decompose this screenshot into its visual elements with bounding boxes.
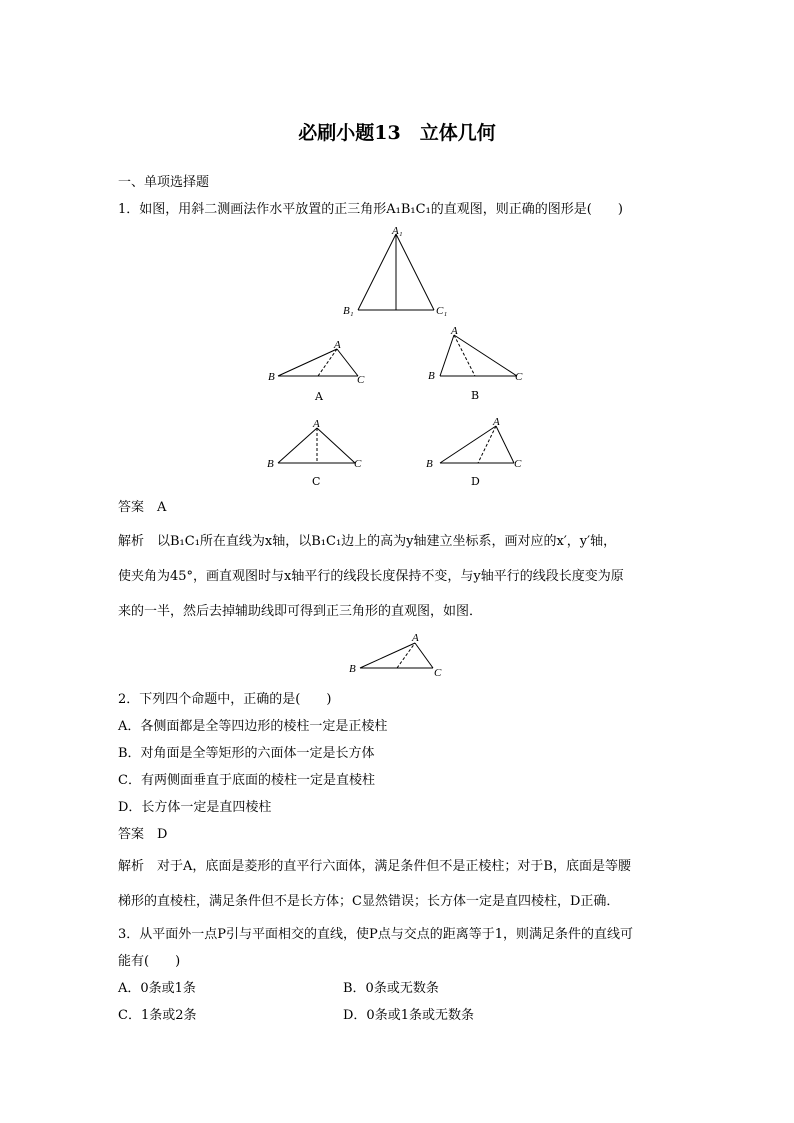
label-b: B	[268, 371, 275, 383]
q2-answer: 答案 D	[118, 827, 168, 842]
label-c1: C₁	[436, 305, 448, 317]
label-b1: B₁	[343, 305, 354, 317]
q2-explanation-line1: 解析 对于A，底面是菱形的直平行六面体，满足条件但不是正棱柱；对于B，底面是等腰	[118, 859, 631, 874]
figure-option-d	[420, 416, 532, 470]
q3-option-a: A．0条或1条	[118, 981, 196, 996]
triangle-edge	[496, 426, 514, 463]
triangle-edge	[440, 335, 454, 376]
q2-option-a: A．各侧面都是全等四边形的棱柱一定是正棱柱	[118, 719, 388, 734]
figure-option-c	[262, 416, 372, 470]
label-a: A	[493, 416, 500, 428]
caption-option-a: A	[315, 390, 323, 403]
q1-explanation-line3: 来的一半，然后去掉辅助线即可得到正三角形的直观图，如图．	[118, 604, 483, 619]
q1-stem: 1．如图，用斜二测画法作水平放置的正三角形A₁B₁C₁的直观图，则正确的图形是( )	[118, 202, 623, 217]
triangle-edge	[360, 643, 415, 668]
label-c: C	[354, 458, 362, 470]
label-c: C	[514, 458, 522, 470]
figure-option-b	[424, 322, 534, 384]
triangle-edge	[337, 349, 358, 376]
q3-option-b: B．0条或无数条	[343, 981, 439, 996]
caption-option-b: B	[471, 389, 480, 402]
label-c: C	[434, 667, 442, 679]
figure-equilateral-triangle	[340, 224, 460, 320]
q3-option-c: C．1条或2条	[118, 1008, 197, 1023]
label-b: B	[349, 663, 356, 675]
section-heading: 一、单项选择题	[118, 175, 210, 190]
triangle-edge	[358, 234, 396, 310]
label-b: B	[426, 458, 433, 470]
dashed-line	[454, 335, 475, 376]
caption-option-d: D	[471, 475, 480, 488]
q2-stem: 2．下列四个命题中，正确的是( )	[118, 692, 332, 707]
triangle-edge	[454, 335, 517, 376]
q3-option-d: D．0条或1条或无数条	[343, 1008, 474, 1023]
label-c: C	[515, 371, 523, 383]
triangle-edge	[396, 234, 434, 310]
figure-explanation-triangle	[340, 628, 450, 680]
label-a: A	[412, 632, 419, 644]
label-a: A	[451, 325, 458, 337]
label-a1: A₁	[392, 225, 403, 237]
q1-answer: 答案 A	[118, 500, 167, 515]
figure-option-a	[262, 336, 372, 386]
q2-option-c: C．有两侧面垂直于底面的棱柱一定是直棱柱	[118, 773, 375, 788]
triangle-edge	[278, 349, 337, 376]
page-title: 必刷小题13 立体几何	[298, 122, 496, 144]
label-b: B	[267, 458, 274, 470]
triangle-edge	[317, 428, 355, 463]
label-a: A	[334, 339, 341, 351]
q2-option-b: B．对角面是全等矩形的六面体一定是长方体	[118, 746, 375, 761]
q1-explanation-line1: 解析 以B₁C₁所在直线为x轴，以B₁C₁边上的高为y轴建立坐标系，画对应的x′，y′轴，	[118, 534, 617, 549]
label-c: C	[357, 374, 365, 386]
triangle-edge	[278, 428, 317, 463]
triangle-edge	[440, 426, 496, 463]
q3-stem-line1: 3．从平面外一点P引与平面相交的直线，使P点与交点的距离等于1，则满足条件的直线可	[118, 927, 634, 942]
q2-explanation-line2: 梯形的直棱柱，满足条件但不是长方体；C显然错误；长方体一定是直四棱柱，D正确．	[118, 894, 620, 909]
triangle-edge	[415, 643, 433, 668]
q3-stem-line2: 能有( )	[118, 954, 181, 969]
caption-option-c: C	[312, 475, 321, 488]
q1-explanation-line2: 使夹角为45°，画直观图时与x轴平行的线段长度保持不变，与y轴平行的线段长度变为原	[118, 569, 624, 584]
label-a: A	[313, 418, 320, 430]
label-b: B	[428, 370, 435, 382]
q2-option-d: D．长方体一定是直四棱柱	[118, 800, 272, 815]
